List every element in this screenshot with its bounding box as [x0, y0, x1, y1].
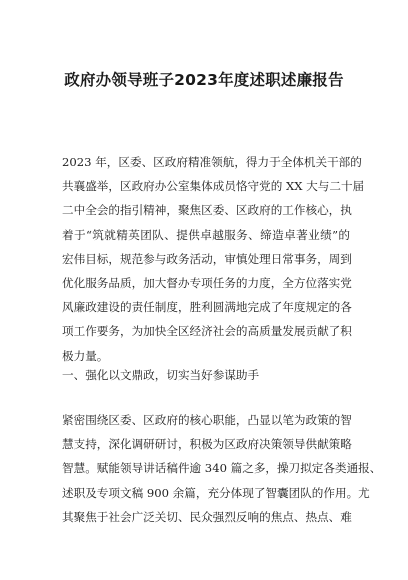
paragraph-line: 二中全会的指引精神，聚焦区委、区政府的工作核心，执 [62, 203, 352, 218]
paragraph-line: 智慧。赋能领导讲话稿件逾 340 篇之多，操刀拟定各类通报、 [62, 461, 382, 476]
paragraph-line: 宏伟目标，规范参与政务活动，审慎处理日常事务，周到 [62, 251, 352, 266]
paragraph-line: 极力量。 [62, 348, 109, 363]
paragraph-line: 2023 年，区委、区政府精准领航，得力于全体机关干部的 [62, 155, 362, 169]
paragraph-line: 慧支持，深化调研研讨，积极为区政府决策领导供献策略 [62, 437, 352, 452]
paragraph-line: 优化服务品质，加大督办专项任务的力度，全方位落实党 [62, 275, 352, 290]
paragraph-line: 紧密围绕区委、区政府的核心职能，凸显以笔为政策的智 [62, 413, 352, 427]
section-heading: 一、强化以文鼎政，切实当好参谋助手 [62, 368, 260, 382]
paragraph-line: 风廉政建设的责任制度，胜利圆满地完成了年度规定的各 [62, 300, 352, 315]
paragraph-line: 其聚焦于社会广泛关切、民众强烈反响的焦点、热点、难 [62, 509, 352, 524]
document-title: 政府办领导班子2023年度述职述廉报告 [64, 71, 344, 89]
paragraph-2 [62, 408, 382, 529]
paragraph-line: 项工作要务，为加快全区经济社会的高质量发展贡献了积 [62, 324, 352, 339]
paragraph-line: 共襄盛举，区政府办公室集体成员恪守党的 XX 大与二十届 [62, 179, 365, 194]
paragraph-1 [62, 150, 365, 368]
paragraph-line: 述职及专项文稿 900 余篇，充分体现了智囊团队的作用。尤 [62, 485, 370, 500]
paragraph-line: 着于“筑就精英团队、提供卓越服务、缔造卓著业绩”的 [62, 227, 350, 242]
